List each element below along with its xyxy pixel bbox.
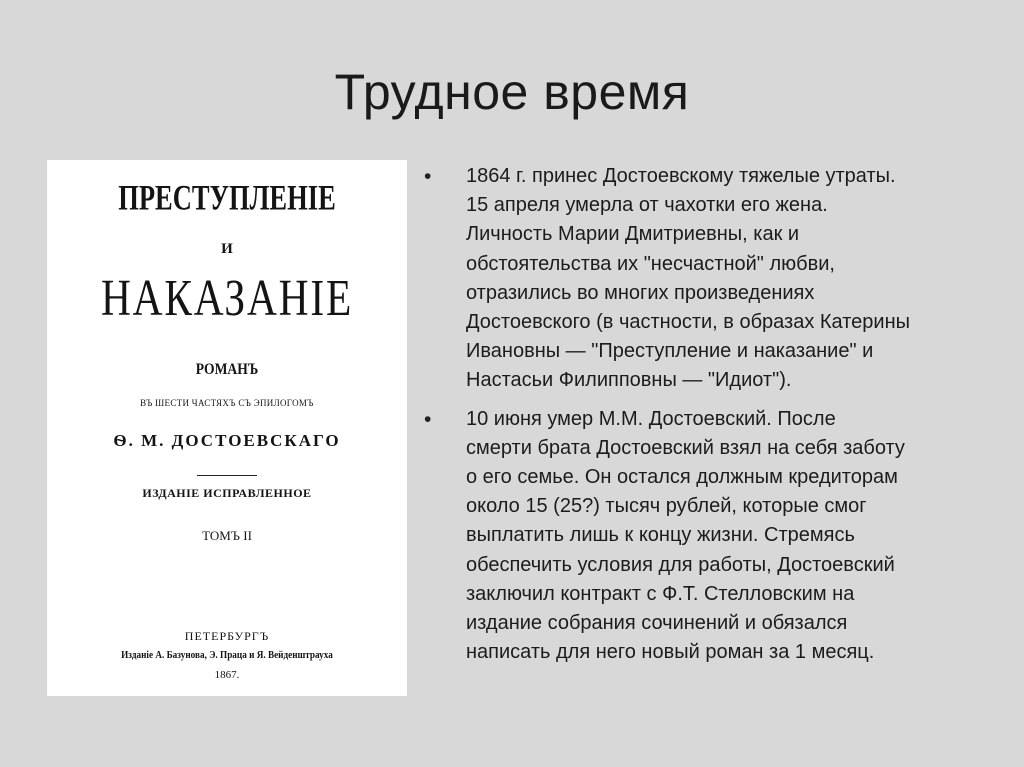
bullet-text: 10 июня умер М.М. Достоевский. После смерти брата Достоевский взял на себя заботу о его семье. Он остался должным кредиторам около 15 (25?) тысяч рублей, которые смог выплатить лишь к концу жизни. Стремясь обеспечить условия для работы, Достоевский заключил контракт с Ф.Т. Стелловским на издание собрания сочинений и обязался написать для него новый роман за 1 месяц. (466, 407, 905, 664)
book-title-conjunction: И (221, 241, 233, 257)
book-edition: ИЗДАНІЕ ИСПРАВЛЕННОЕ (142, 486, 312, 500)
book-year: 1867. (214, 669, 240, 681)
book-city: ПЕТЕРБУРГЪ (184, 629, 270, 643)
bullet-marker: • (424, 165, 432, 188)
book-genre: РОМАНЪ (195, 361, 259, 378)
book-publisher: Изданіе А. Базунова, Э. Праца и Я. Вейденштрауха (121, 650, 333, 661)
book-title-line1: ПРЕСТУПЛЕНІЕ (118, 179, 336, 218)
book-parts: ВЪ ШЕСТИ ЧАСТЯХЪ СЪ ЭПИЛОГОМЪ (140, 398, 314, 408)
book-title-line2: НАКАЗАНІЕ (100, 269, 354, 327)
bullet-marker: • (424, 407, 432, 431)
list-item (424, 162, 1004, 396)
slide-title: Трудное время (334, 64, 690, 120)
book-volume: ТОМЪ II (202, 528, 252, 543)
book-author: Ѳ. М. ДОСТОЕВСКАГО (113, 431, 341, 450)
bullet-list (424, 162, 1004, 676)
bullet-text: 1864 г. принес Достоевскому тяжелые утраты. 15 апреля умерла от чахотки его жена. Личность Марии Дмитриевны, как и обстоятельства их "несчастной" любви, отразились во многих произведениях Достоевского (в частности, в образах Катерины Ивановны — "Преступление и наказание" и Настасьи Филипповны — "Идиот"). (466, 165, 911, 392)
book-title-page-image (47, 160, 407, 696)
list-item (424, 405, 1004, 668)
book-divider (197, 475, 257, 476)
